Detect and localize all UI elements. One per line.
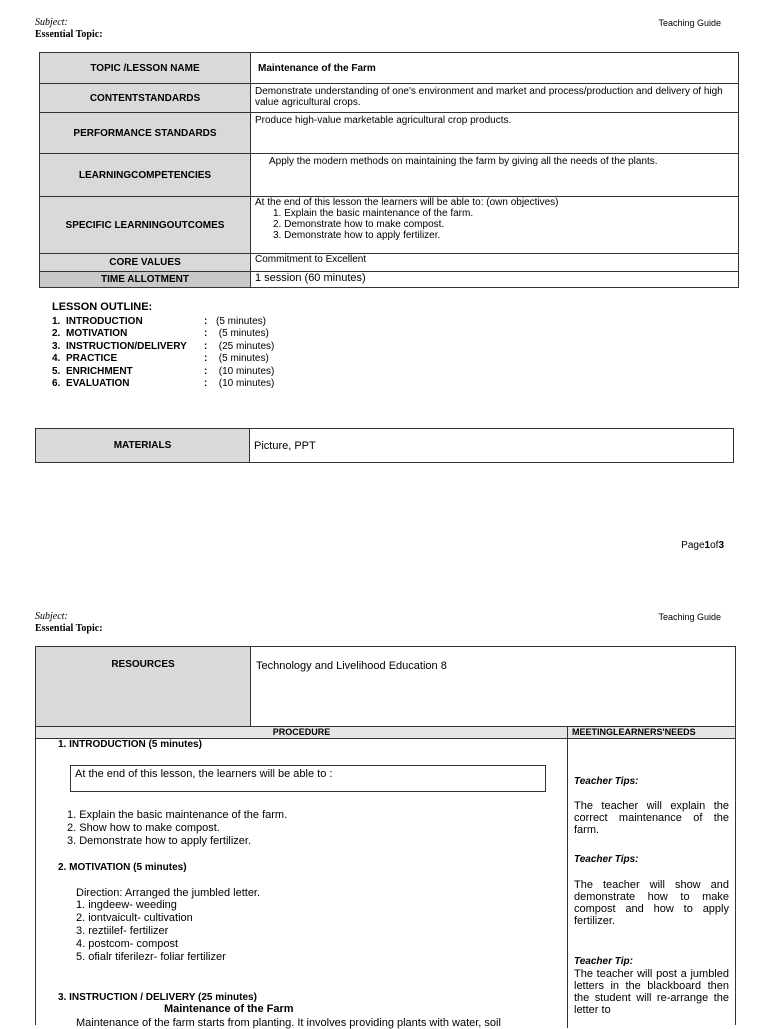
tip-text: The teacher will explain the correct maintenance of the farm. bbox=[574, 800, 729, 836]
outline-sep: : bbox=[204, 378, 208, 389]
time-allotment-value: 1 session (60 minutes) bbox=[251, 272, 739, 288]
table-row bbox=[40, 53, 739, 84]
row-label: PERFORMANCE STANDARDS bbox=[40, 113, 251, 154]
tip-text: The teacher will post a jumbled letters in the blackboard then the student will re-arrange the letter to bbox=[574, 968, 729, 1016]
procedure-header: PROCEDURE bbox=[36, 727, 568, 738]
tip-heading: Teacher Tip: bbox=[574, 956, 633, 967]
row-label: CORE VALUES bbox=[40, 254, 251, 272]
page-number: 1 bbox=[704, 540, 711, 551]
page-label: Page bbox=[681, 540, 705, 551]
list-item: 4. postcom- compost bbox=[76, 938, 179, 950]
row-label: CONTENTSTANDARDS bbox=[40, 84, 251, 113]
outline-item bbox=[52, 327, 269, 340]
table-row bbox=[40, 254, 739, 272]
table-row bbox=[40, 154, 739, 197]
table-row bbox=[40, 197, 739, 254]
outline-duration: (5 minutes) bbox=[216, 316, 267, 327]
lesson-info-table bbox=[39, 52, 739, 288]
list-item: 1. ingdeew- weeding bbox=[76, 899, 177, 911]
outline-sep: : bbox=[204, 328, 208, 339]
list-item: 2. iontvaicult- cultivation bbox=[76, 912, 193, 924]
list-item: 1. Explain the basic maintenance of the farm. bbox=[67, 809, 288, 821]
lesson-outline-title: LESSON OUTLINE: bbox=[52, 301, 153, 313]
outline-name: EVALUATION bbox=[66, 378, 130, 389]
tip-heading: Teacher Tips: bbox=[574, 854, 639, 865]
list-item: 3. reztiilef- fertilizer bbox=[76, 925, 169, 937]
instruction-subtitle: Maintenance of the Farm bbox=[164, 1003, 294, 1015]
list-item: 2. Demonstrate how to make compost. bbox=[273, 219, 445, 230]
outline-name: INTRODUCTION bbox=[66, 316, 143, 327]
outline-duration: (10 minutes) bbox=[216, 378, 275, 389]
essential-topic-label: Essential Topic: bbox=[35, 29, 103, 40]
outline-name: MOTIVATION bbox=[66, 328, 128, 339]
tip-text: The teacher will show and demonstrate how to make compost and how to apply fertilizer. bbox=[574, 879, 729, 927]
outline-item bbox=[52, 377, 274, 390]
row-label: LEARNINGCOMPETENCIES bbox=[40, 154, 251, 197]
direction-text: Direction: Arranged the jumbled letter. bbox=[76, 887, 261, 899]
resources-label: RESOURCES bbox=[111, 659, 175, 670]
list-item: 2. Show how to make compost. bbox=[67, 822, 220, 834]
outline-num: 3. bbox=[52, 341, 61, 352]
page-indicator bbox=[681, 540, 724, 551]
objectives-box: At the end of this lesson, the learners will be able to : bbox=[70, 765, 546, 792]
essential-topic-label: Essential Topic: bbox=[35, 623, 103, 634]
outline-duration: (25 minutes) bbox=[216, 341, 275, 352]
list-item: 3. Demonstrate how to apply fertilizer. bbox=[67, 835, 252, 847]
list-item: 5. ofialr tiferilezr- foliar fertilizer bbox=[76, 951, 226, 963]
outline-name: ENRICHMENT bbox=[66, 366, 133, 377]
teaching-guide-label: Teaching Guide bbox=[658, 18, 721, 28]
outline-num: 5. bbox=[52, 366, 61, 377]
instruction-text: Maintenance of the farm starts from planting. It involves providing plants with water, soil bbox=[76, 1017, 501, 1029]
page-of-label: of bbox=[710, 540, 719, 551]
tip-heading: Teacher Tips: bbox=[574, 776, 639, 787]
page-total: 3 bbox=[718, 540, 724, 551]
materials-label: MATERIALS bbox=[36, 429, 250, 463]
list-item: 3. Demonstrate how to apply fertilizer. bbox=[273, 230, 441, 241]
outline-duration: (5 minutes) bbox=[216, 328, 269, 339]
outline-sep: : bbox=[204, 353, 208, 364]
table-row bbox=[40, 113, 739, 154]
subject-label: Subject: bbox=[35, 611, 68, 622]
instruction-title: 3. INSTRUCTION / DELIVERY (25 minutes) bbox=[58, 992, 257, 1003]
row-label: TIME ALLOTMENT bbox=[40, 272, 251, 288]
outline-num: 6. bbox=[52, 378, 61, 389]
procedure-column bbox=[36, 738, 568, 1028]
table-row bbox=[40, 84, 739, 113]
list-item: 1. Explain the basic maintenance of the farm. bbox=[273, 208, 474, 219]
table-row bbox=[40, 272, 739, 288]
content-standards-value: Demonstrate understanding of one's environment and market and process/production and delivery of high value agricultural crops. bbox=[251, 84, 739, 113]
outline-name: INSTRUCTION/DELIVERY bbox=[66, 341, 187, 352]
lesson-name-value: Maintenance of the Farm bbox=[251, 53, 739, 84]
motivation-title: 2. MOTIVATION (5 minutes) bbox=[58, 862, 187, 873]
teaching-guide-label: Teaching Guide bbox=[658, 612, 721, 622]
row-label: TOPIC /LESSON NAME bbox=[40, 53, 251, 84]
learning-outcomes-cell bbox=[251, 197, 739, 254]
outline-num: 1. bbox=[52, 316, 61, 327]
resources-label-cell bbox=[36, 647, 251, 726]
intro-title: 1. INTRODUCTION (5 minutes) bbox=[58, 739, 202, 750]
outline-item bbox=[52, 352, 269, 365]
learning-competencies-value: Apply the modern methods on maintaining the farm by giving all the needs of the plants. bbox=[251, 154, 739, 197]
procedure-section bbox=[35, 646, 736, 1029]
performance-standards-value: Produce high-value marketable agricultural crop products. bbox=[251, 113, 739, 154]
materials-value: Picture, PPT bbox=[250, 429, 734, 463]
subject-label: Subject: bbox=[35, 17, 68, 28]
outline-duration: (10 minutes) bbox=[216, 366, 275, 377]
table-row bbox=[36, 429, 734, 463]
core-values-value: Commitment to Excellent bbox=[251, 254, 739, 272]
outline-name: PRACTICE bbox=[66, 353, 118, 364]
outline-sep: : bbox=[204, 316, 208, 327]
learning-outcomes-intro: At the end of this lesson the learners will be able to: (own objectives) bbox=[255, 197, 559, 208]
outline-num: 4. bbox=[52, 353, 61, 364]
outline-sep: : bbox=[204, 341, 208, 352]
outline-sep: : bbox=[204, 366, 208, 377]
outline-num: 2. bbox=[52, 328, 61, 339]
resources-value: Technology and Livelihood Education 8 bbox=[256, 660, 447, 672]
outline-duration: (5 minutes) bbox=[216, 353, 269, 364]
learners-needs-header: MEETINGLEARNERS'NEEDS bbox=[572, 727, 696, 737]
row-label: SPECIFIC LEARNINGOUTCOMES bbox=[40, 197, 251, 254]
materials-table bbox=[35, 428, 734, 463]
